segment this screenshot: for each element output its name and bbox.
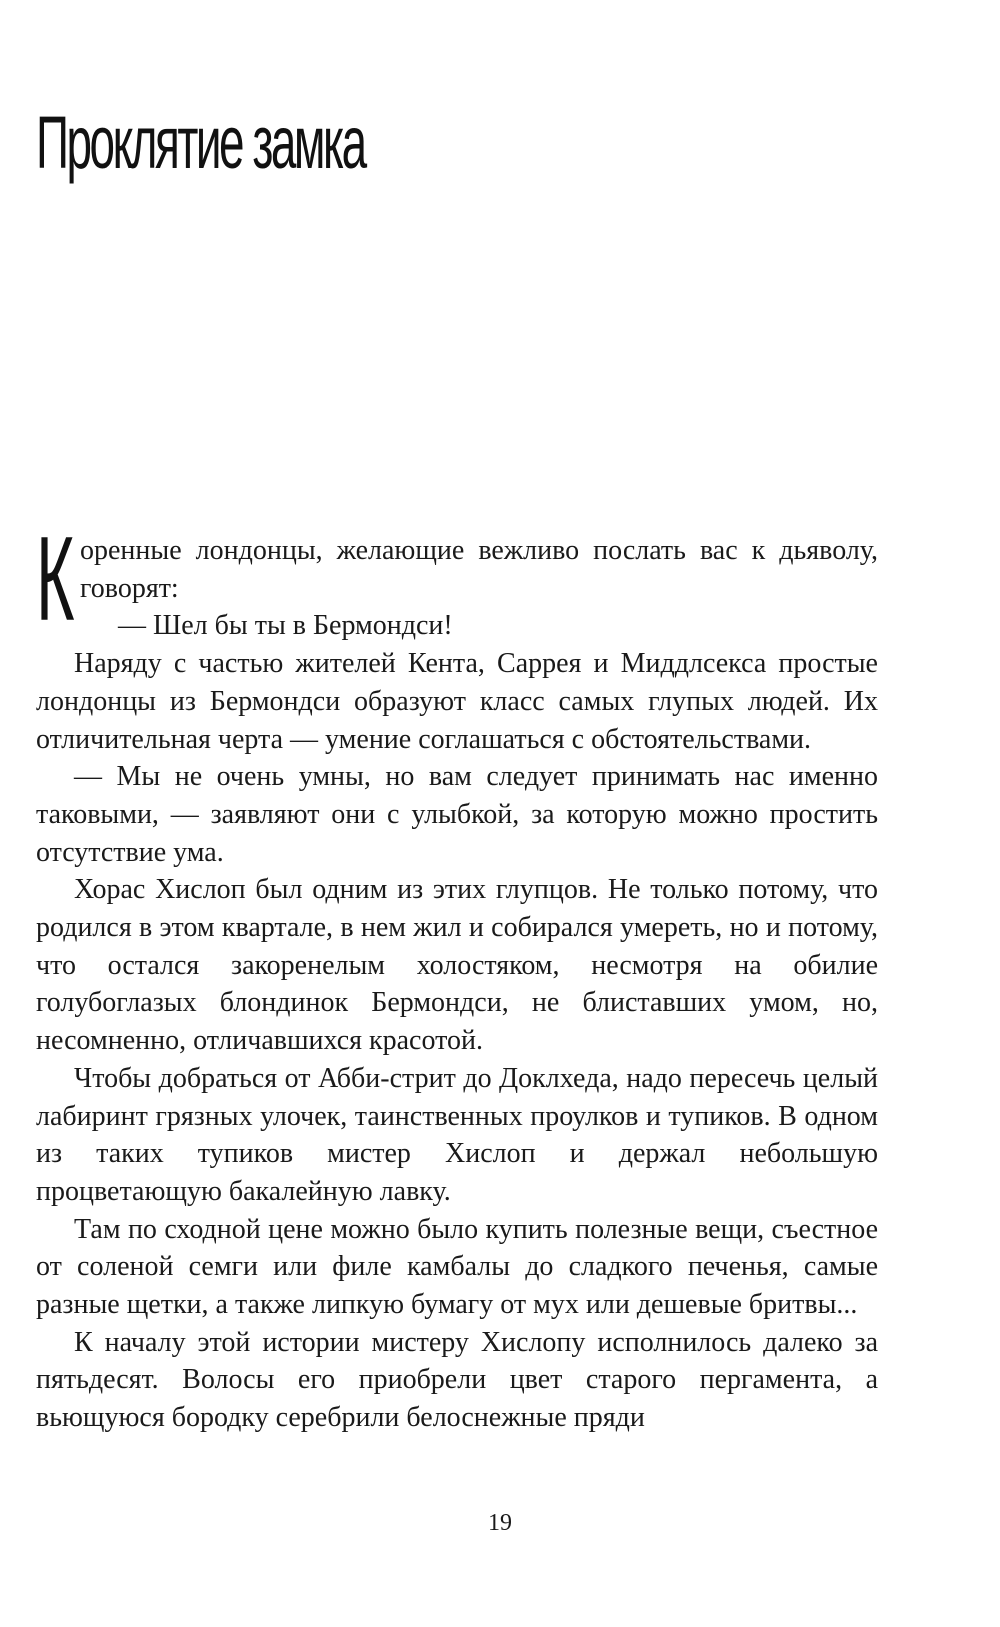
- paragraph: Чтобы добраться от Абби-стрит до Доклхеда, надо пересечь целый лабиринт грязных улочек, таинственных проулков и тупиков. В одном из таких тупиков мистер Хислоп и держал небольшую процветающую бакалейную лавку.: [36, 1062, 878, 1207]
- paragraph: — Мы не очень умны, но вам следует принимать нас именно таковыми, — заявляют они с улыбкой, за которую можно простить отсутствие ума.: [36, 761, 878, 868]
- paragraph: — Шел бы ты в Бермондси!: [118, 610, 453, 642]
- drop-cap: К: [36, 512, 75, 646]
- chapter-title: Проклятие замка: [36, 100, 365, 184]
- paragraph: К началу этой истории мистеру Хислопу исполнилось далеко за пятьдесят. Волосы его приобрели цвет старого пергамента, а вьющуюся бородку серебрили белоснежные пряди: [36, 1326, 878, 1434]
- paragraph-text: оренные лондонцы, желающие вежливо послать вас к дьяволу, говорят:: [80, 535, 878, 604]
- body-text: [36, 512, 878, 1437]
- paragraph: Наряду с частью жителей Кента, Саррея и Миддлсекса простые лондонцы из Бермондси образуют класс самых глупых людей. Их отличительная черта — умение соглашаться с обстоятельствами.: [36, 648, 878, 755]
- paragraph: Хорас Хислоп был одним из этих глупцов. Не только потому, что родился в этом квартале, в нем жил и собирался умереть, но и потому, что остался закоренелым холостяком, несмотря на обилие голубоглазых блондинок Бермондси, не блиставших умом, но, несомненно, отличавшихся красотой.: [36, 874, 878, 1057]
- page-number: 19: [488, 1510, 512, 1536]
- paragraph: Там по сходной цене можно было купить полезные вещи, съестное от соленой семги или филе камбалы до сладкого печенья, самые разные щетки, а также липкую бумагу от мух или дешевые бритвы...: [36, 1213, 878, 1321]
